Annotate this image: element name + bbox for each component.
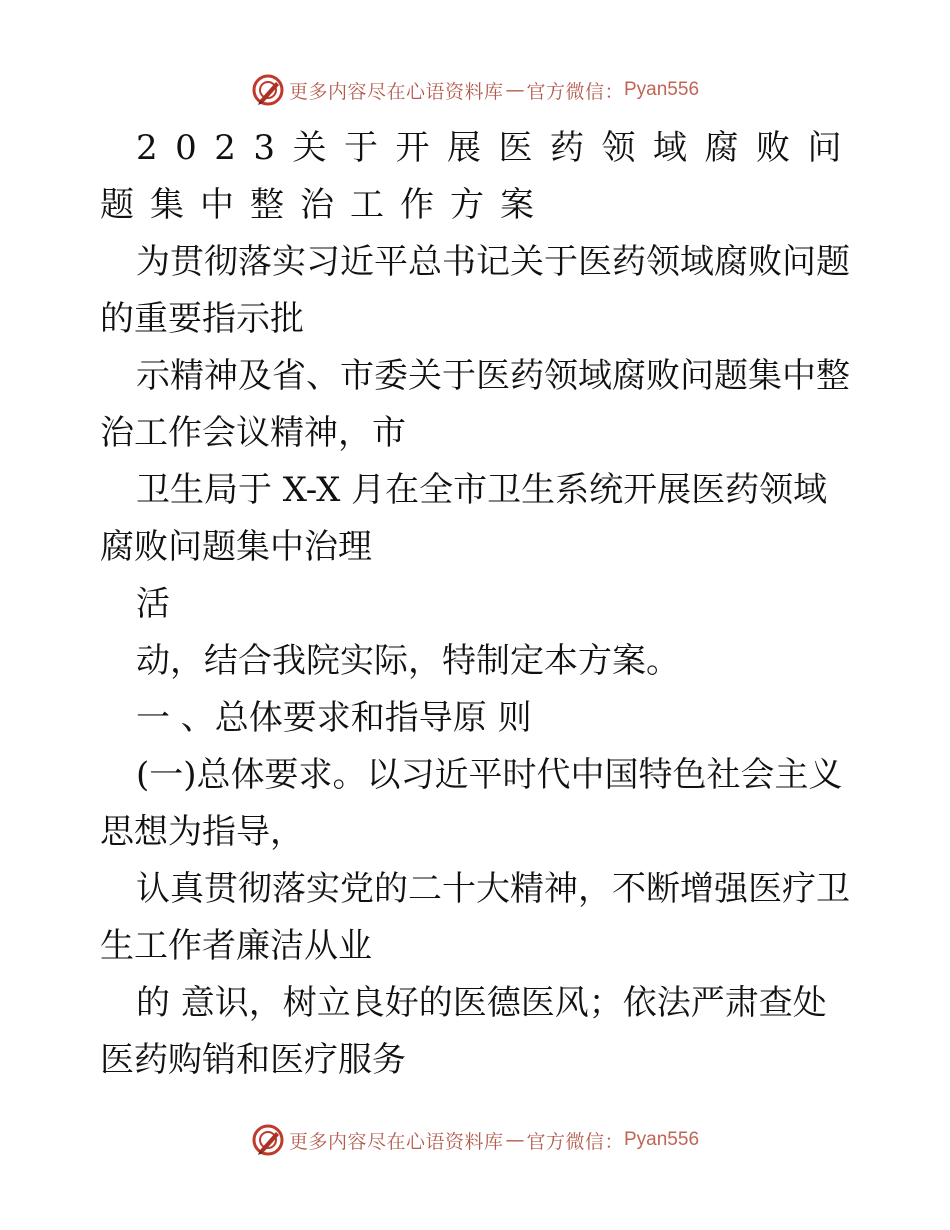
paragraph-line: 活 — [136, 584, 170, 624]
paragraph-line: 示精神及省、市委关于医药领域腐败问题集中整 — [136, 356, 850, 396]
pen-logo-icon — [251, 1123, 285, 1157]
wechat-label: 官方微信： — [526, 1130, 624, 1153]
paragraph-line: 认真贯彻落实党的二十大精神，不断增强医疗卫 — [136, 869, 850, 909]
document-body — [100, 120, 860, 1089]
document-title-line-2: 题集中整治工作方案 — [100, 185, 550, 225]
watermark-banner-bottom — [0, 1120, 950, 1160]
paragraph-line: 卫生局于 X-X 月在全市卫生系统开展医药领域 — [136, 470, 828, 510]
paragraph-line: 思想为指导， — [100, 812, 304, 852]
watermark-separator: — — [505, 1129, 525, 1151]
paragraph-line: 腐败问题集中治理 — [100, 527, 372, 567]
pen-logo-icon — [251, 73, 285, 107]
paragraph-line: 生工作者廉洁从业 — [100, 926, 372, 966]
watermark-banner-top — [0, 70, 950, 110]
watermark-separator: — — [505, 79, 525, 101]
document-title-line-1: 2023关于开展医药领域腐败问 — [136, 128, 860, 168]
paragraph-line: 治工作会议精神，市 — [100, 413, 406, 453]
paragraph-line: 的 意识，树立良好的医德医风；依法严肃查处 — [136, 983, 827, 1023]
watermark-text: 更多内容尽在心语资料库 — [288, 80, 504, 103]
paragraph-line: 医药购销和医疗服务 — [100, 1040, 406, 1080]
wechat-id: Pyan556 — [624, 1129, 700, 1150]
wechat-id: Pyan556 — [624, 79, 700, 100]
paragraph-line: 为贯彻落实习近平总书记关于医药领域腐败问题 — [136, 242, 850, 282]
watermark-text: 更多内容尽在心语资料库 — [288, 1130, 504, 1153]
paragraph-line: (一)总体要求。以习近平时代中国特色社会主义 — [136, 755, 843, 795]
paragraph-line: 动，结合我院实际，特制定本方案。 — [136, 641, 680, 681]
section-heading: 一 、总体要求和指导原 则 — [136, 698, 532, 738]
paragraph-line: 的重要指示批 — [100, 299, 304, 339]
wechat-label: 官方微信： — [526, 80, 624, 103]
